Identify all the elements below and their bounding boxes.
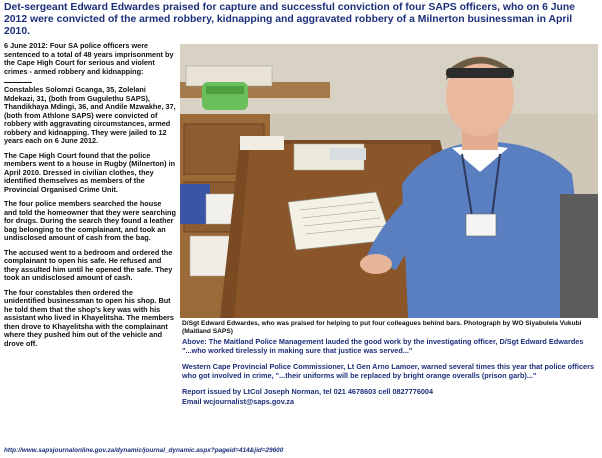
- article-paragraph: The four constables then ordered the unidentified businessman to open his shop. But he told them that the shop's key was with his assistant who lived in Khayelitsha. The members then drove to Khayelitsha with the complainant where they pushed him out of the vehicle and drove off.: [4, 287, 174, 348]
- article-paragraph: The Cape High Court found that the police members went to a house in Rugby (Milnerton) in April 2010. Dressed in civilian clothes, they identified themselves as members of the Provincial Organised Crime Unit.: [4, 150, 176, 194]
- article-paragraph: The four police members searched the house and told the homeowner that they were searching for drugs. During the search they found a leather bag belonging to the complainant, and took an undisclosed amount of cash from the bag.: [4, 199, 176, 242]
- article-paragraph: Constables Solomzi Gcanga, 35, Zolelani Mdekazi, 31, (both from Gugulethu SAPS), Thandikhaya Mdingi, 36, and Andile Mzwakhe, 37, (both from Athlone SAPS) were convicted of robbery with aggravating circumstances, armed robbery and kidnapping. They were jailed to 12 years each on 6 June 2012.: [4, 85, 176, 145]
- headline: Det-sergeant Edward Edwardes praised for capture and successful conviction of four SAPS officers, who on 6 June 2012 were convicted of the armed robbery, kidnapping and aggravated robbery of a Milnerton businessman in April 2010.: [4, 2, 576, 37]
- article-paragraph: The accused went to a bedroom and ordered the complainant to open his safe. He refused and they assulted him until he opened the safe. They took an undisclosed amount of cash.: [4, 247, 173, 282]
- right-article-column: [182, 337, 596, 413]
- officer-photo-illustration: [180, 44, 598, 318]
- article-paragraph: 6 June 2012: Four SA police officers were sentenced to a total of 48 years imprisonment by the Cape High Court for serious and violent crimes - armed robbery and kidnapping:: [4, 41, 174, 76]
- article-paragraph: Western Cape Provincial Police Commissioner, Lt Gen Arno Lamoer, warned several times this year that police officers who got involved in crime, "...their uniforms will be replaced by bright orange overalls (prison garb)...": [182, 362, 595, 380]
- source-url: http://www.sapsjournalonline.gov.za/dynamic/journal_dynamic.aspx?pageid=414&jid=29600: [4, 447, 284, 454]
- report-email: Email wcjournalist@saps.gov.za: [182, 397, 295, 406]
- report-contact: Report issued by LtCol Joseph Norman, tel 021 4678603 cell 0827776004: [182, 387, 434, 396]
- article-paragraph: Above: The Maitland Police Management lauded the good work by the investigating officer, D/Sgt Edward Edwardes "...who worked tirelessly in making sure that justice was served...": [182, 337, 584, 355]
- left-article-column: [4, 42, 176, 354]
- photo-caption: D/Sgt Edward Edwardes, who was praised for helping to put four colleagues behind bars. Photograph by WO Siyabulela Vukubi (Maitland SAPS): [182, 320, 582, 335]
- officer-photo: [180, 44, 598, 318]
- divider: [4, 82, 32, 83]
